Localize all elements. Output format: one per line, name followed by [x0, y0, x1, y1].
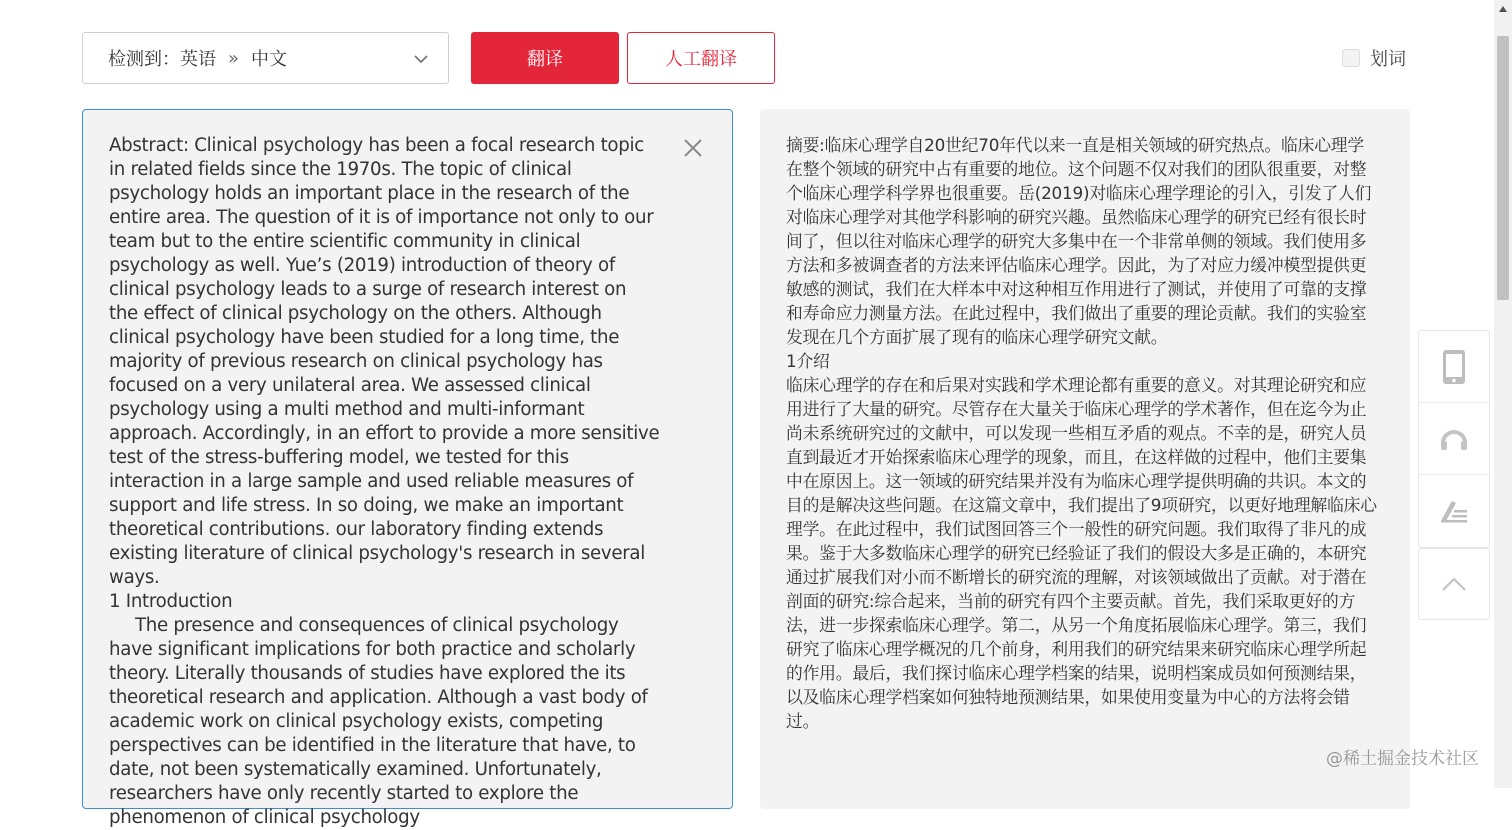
- translation-paragraph: 1介绍: [786, 351, 830, 371]
- source-paragraph: 1 Introduction: [109, 591, 233, 612]
- source-paragraph: Abstract: Clinical psychology has been a focal research topic in related fields since the 1970s. The topic of clinical psychology holds an important place in the research of the entire area. The question of it is of importance not only to our team but to the entire scientific community in clinical psychology as well. Yue’s (2019) introduction of theory of clinical psychology leads to a surge of research interest on the effect of clinical psychology on the others. Although clinical psychology have been studied for a long time, the majority of previous research on clinical psychology has focused on a very unilateral area. We assessed clinical psychology using a multi method and multi-informant approach. Accordingly, in an effort to provide a more sensitive test of the stress-buffering model, we tested for this interaction in a large sample and used reliable measures of support and life stress. In so doing, we make an important theoretical contributions. our laboratory finding extends existing literature of clinical psychology's research in several ways.: [109, 135, 660, 588]
- translation-paragraph: 临床心理学的存在和后果对实践和学术理论都有重要的意义。对其理论研究和应用进行了大量的研究。尽管存在大量关于临床心理学的学术著作，但在迄今为止尚未系统研究过的文献中，可以发现一些相互矛盾的观点。不幸的是，研究人员直到最近才开始探索临床心理学的现象，而且，在这样做的过程中，他们主要集中在原因上。这一领域的研究结果并没有为临床心理学提供明确的共识。本文的目的是解决这些问题。在这篇文章中，我们提出了9项研究，以更好地理解临床心理学。在此过程中，我们试图回答三个一般性的研究问题。我们取得了非凡的成果。鉴于大多数临床心理学的研究已经验证了我们的假设大多是正确的，本研究通过扩展我们对小而不断增长的研究流的理解，对该领域做出了贡献。对于潜在剖面的研究:综合起来，当前的研究有四个主要贡献。首先，我们采取更好的方法，进一步探索临床心理学。第二，从另一个角度拓展临床心理学。第三，我们研究了临床心理学概况的几个前身，利用我们的研究结果来研究临床心理学所起的作用。最后，我们探讨临床心理学档案的结果，说明档案成员如何预测结果，以及临床心理学档案如何独特地预测结果，如果使用变量为中心的方法将会错过。: [786, 375, 1377, 731]
- side-tool-feedback[interactable]: [1419, 475, 1489, 547]
- detect-label: 检测到：: [108, 49, 180, 70]
- side-tool-headset[interactable]: [1419, 403, 1489, 475]
- source-paragraph: The presence and consequences of clinical psychology have significant implications for both practice and scholarly theory. Literally thousands of studies have explored the its theoretical research and application. Although a vast body of academic work on clinical psychology exists, competing perspectives can be identified in the literature that have, to date, not been systematically examined. Unfortunately, researchers have only recently started to explore the phenomenon of clinical psychology: [109, 615, 648, 828]
- word-pick-label: 划词: [1370, 49, 1406, 70]
- chevron-down-icon: [412, 50, 430, 68]
- headset-icon: [1438, 423, 1470, 455]
- mobile-phone-icon: [1441, 349, 1467, 385]
- chevron-up-icon: [1440, 575, 1468, 593]
- target-language: 中文: [251, 49, 288, 70]
- close-icon[interactable]: [682, 137, 704, 159]
- source-text: [109, 134, 660, 830]
- translate-button[interactable]: 翻译: [471, 32, 619, 84]
- source-text-area[interactable]: [82, 109, 733, 828]
- triangle-up-icon: [1498, 5, 1508, 13]
- side-tool-mobile[interactable]: [1419, 331, 1489, 403]
- translation-text: [786, 133, 1380, 733]
- page-scrollbar[interactable]: [1494, 0, 1512, 788]
- source-language: 英语: [180, 49, 216, 70]
- scroll-up-arrow[interactable]: [1494, 0, 1512, 18]
- watermark: @稀土掘金技术社区: [1326, 749, 1479, 769]
- language-arrow: »: [228, 47, 240, 69]
- edit-pen-icon: [1438, 497, 1470, 525]
- translation-result-area: [760, 109, 1410, 809]
- translation-paragraph: 摘要:临床心理学自20世纪70年代以来一直是相关领域的研究热点。临床心理学在整个领域的研究中占有重要的地位。这个问题不仅对我们的团队很重要，对整个临床心理学科学界也很重要。岳(2019)对临床心理学理论的引入，引发了人们对临床心理学对其他学科影响的研究兴趣。虽然临床心理学的研究已经有很长时间了，但以往对临床心理学的研究大多集中在一个非常单侧的领域。我们使用多方法和多被调查者的方法来评估临床心理学。因此，为了对应力缓冲模型提供更敏感的测试，我们在大样本中对这种相互作用进行了测试，并使用了可靠的支撑和寿命应力测量方法。在此过程中，我们做出了重要的理论贡献。我们的实验室发现在几个方面扩展了现有的临床心理学研究文献。: [786, 135, 1372, 347]
- word-pick-toggle[interactable]: [1342, 45, 1406, 71]
- human-translate-button[interactable]: 人工翻译: [627, 32, 775, 84]
- side-toolbar: [1418, 330, 1490, 548]
- language-select[interactable]: [82, 32, 449, 84]
- word-pick-checkbox[interactable]: [1342, 49, 1360, 67]
- scroll-thumb[interactable]: [1497, 36, 1509, 300]
- back-to-top-button[interactable]: [1418, 548, 1490, 620]
